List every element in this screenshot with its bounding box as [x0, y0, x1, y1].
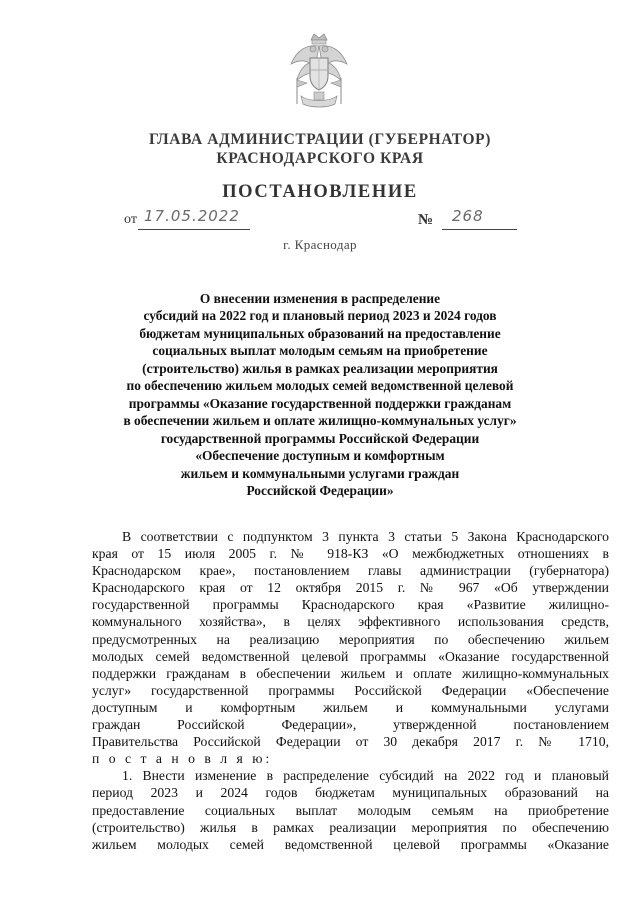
document-title [0, 290, 640, 499]
body-line: поддержки гражданам в обеспечении жильем и оплате жилищно-коммунальных [92, 665, 609, 681]
body-line: В соответствии с подпунктом 3 пункта 3 статьи 5 Закона Краснодарского [122, 529, 609, 544]
number-underline [442, 229, 517, 230]
title-line: (строительство) жилья в рамках реализации мероприятия [142, 360, 498, 376]
body-line: (строительство) жилья в рамках реализации мероприятия по обеспечению [92, 819, 609, 835]
title-line: О внесении изменения в распределение [199, 291, 441, 306]
document-number: 268 [452, 207, 484, 225]
title-line: бюджетам муниципальных образований на предоставление [139, 325, 501, 341]
body-line: Краснодарском крае», постановлением главы администрации (губернатора) [92, 563, 609, 579]
body-line: период 2023 и 2024 годов бюджетам муниципальных образований на [92, 785, 609, 801]
document-type: ПОСТАНОВЛЕНИЕ [222, 182, 418, 202]
body-line: 1. Внести изменение в распределение субсидий на 2022 год и плановый [122, 768, 609, 784]
title-line: «Обеспечение доступным и комфортным [195, 448, 445, 464]
title-line: в обеспечении жильем и оплате жилищно-коммунальных услуг» [123, 413, 517, 429]
title-line: государственной программы Российской Федерации [160, 430, 480, 446]
body-line: коммунального хозяйства», в целях эффективного использования средств, [92, 614, 609, 630]
body-line: государственной программы Краснодарского края «Развитие жилищно- [92, 597, 609, 613]
body-line: жильем молодых семей ведомственной целевой программы «Оказание [92, 836, 609, 852]
body-line: граждан Российской Федерации», утвержденной постановлением [92, 717, 609, 733]
body-line: края от 15 июля 2005 г. № 918-КЗ «О межбюджетных отношениях в [92, 546, 609, 562]
title-line: программы «Оказание государственной поддержки гражданам [128, 395, 512, 411]
authority-line-2: КРАСНОДАРСКОГО КРАЯ [216, 150, 424, 167]
date-label: от [124, 212, 137, 227]
body-line: Правительства Российской Федерации от 30 декабря 2017 г. № 1710, [92, 734, 609, 750]
document-body [92, 528, 609, 853]
title-line: по обеспечению жильем молодых семей ведомственной целевой [126, 378, 514, 394]
authority-line-1: ГЛАВА АДМИНИСТРАЦИИ (ГУБЕРНАТОР) [149, 131, 491, 148]
title-line: Российской Федерации» [246, 482, 394, 498]
body-line: предоставление социальных выплат молодым семьям на приобретение [92, 802, 609, 818]
title-line: социальных выплат молодым семьям на приобретение [152, 343, 488, 359]
body-line: предусмотренных на реализацию мероприятия по обеспечению жильем [92, 631, 609, 647]
document-date: 17.05.2022 [144, 207, 240, 225]
body-line: доступным и комфортным жильем и коммунальными услугами [92, 699, 609, 715]
body-line: п о с т а н о в л я ю: [92, 751, 273, 767]
date-underline [138, 229, 250, 230]
body-line: услуг» государственной программы Российской Федерации «Обеспечение [92, 682, 609, 698]
title-line: жильем и коммунальными услугами граждан [180, 465, 460, 481]
coat-of-arms-emblem [283, 30, 355, 112]
number-label: № [418, 212, 434, 228]
title-line: субсидий на 2022 год и плановый период 2023 и 2024 годов [143, 308, 497, 324]
body-line: молодых семей ведомственной целевой программы «Оказание государственной [92, 648, 609, 664]
city-line: г. Краснодар [283, 237, 357, 252]
body-line: Краснодарского края от 12 октября 2015 г. № 967 «Об утверждении [92, 580, 609, 596]
